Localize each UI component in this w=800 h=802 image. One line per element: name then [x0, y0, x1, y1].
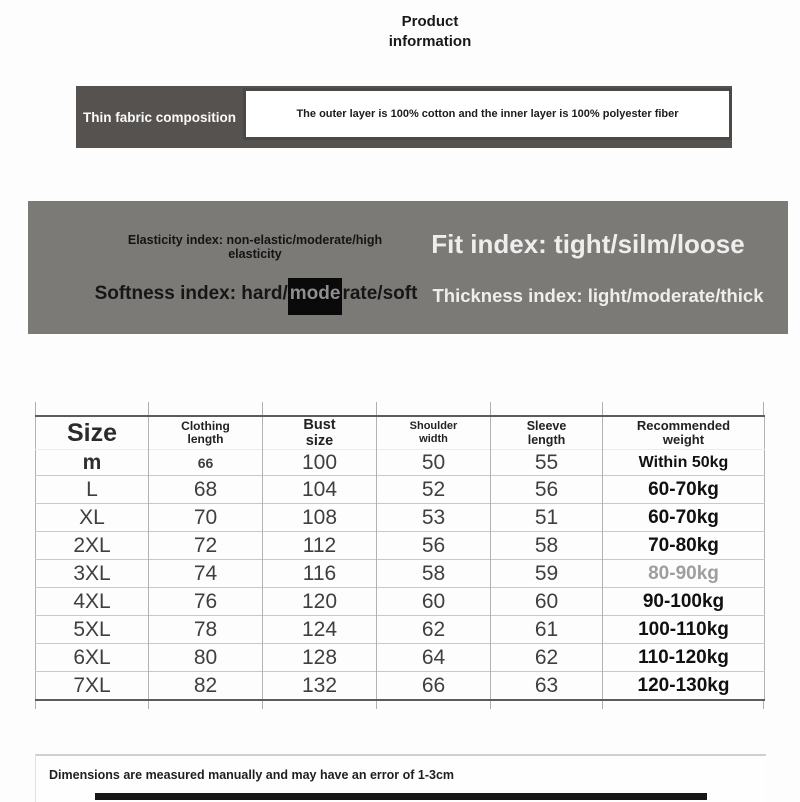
table-row: [36, 672, 765, 701]
cell-sleeve: 61: [491, 616, 603, 644]
cell-shoulder: 66: [377, 672, 491, 701]
cell-clothing-length: 80: [149, 644, 263, 672]
header-sleeve-length: Sleeve length: [491, 416, 603, 450]
softness-part3: rate/soft: [342, 283, 418, 304]
index-panel: [28, 201, 788, 334]
table-grid-stub: [376, 701, 377, 709]
table-grid-stub: [490, 402, 491, 415]
cell-size: 5XL: [36, 616, 149, 644]
table-row: [36, 504, 765, 532]
table-grid-stub: [35, 402, 36, 415]
cell-shoulder: 50: [377, 450, 491, 476]
cell-weight: 60-70kg: [603, 476, 765, 504]
bottom-black-banner: [95, 793, 707, 800]
header-recommended-weight: Recommended weight: [603, 416, 765, 450]
fabric-composition-value-box: [243, 88, 732, 140]
header-shoulder-width: Shoulder width: [377, 416, 491, 450]
cell-weight: Within 50kg: [603, 450, 765, 476]
cell-shoulder: 60: [377, 588, 491, 616]
elasticity-index-text: Elasticity index: non-elastic/moderate/high elasticity: [127, 233, 383, 261]
cell-bust: 124: [263, 616, 377, 644]
cell-clothing-length: 76: [149, 588, 263, 616]
cell-shoulder: 64: [377, 644, 491, 672]
cell-shoulder: 62: [377, 616, 491, 644]
cell-sleeve: 58: [491, 532, 603, 560]
size-table-section: [35, 415, 764, 701]
cell-bust: 112: [263, 532, 377, 560]
softness-part1: Softness index: hard/: [94, 283, 288, 304]
page-title-line1: Product: [401, 13, 459, 30]
softness-censored-patch: mode: [288, 278, 343, 315]
header-clothing-length: Clothing length: [149, 416, 263, 450]
table-row: [36, 560, 765, 588]
cell-clothing-length: 78: [149, 616, 263, 644]
softness-index-text: [88, 283, 424, 305]
cell-clothing-length: 68: [149, 476, 263, 504]
size-table-header-row: [36, 416, 765, 450]
table-row: [36, 476, 765, 504]
cell-size: L: [36, 476, 149, 504]
cell-clothing-length: 74: [149, 560, 263, 588]
cell-size: m: [36, 450, 149, 476]
cell-size: 3XL: [36, 560, 149, 588]
cell-weight: 110-120kg: [603, 644, 765, 672]
table-grid-stub: [262, 402, 263, 415]
table-grid-stub: [376, 402, 377, 415]
cell-size: XL: [36, 504, 149, 532]
cell-bust: 120: [263, 588, 377, 616]
page-title: [340, 12, 520, 52]
cell-bust: 104: [263, 476, 377, 504]
header-bust-size: Bust size: [263, 416, 377, 450]
table-grid-stub: [763, 701, 764, 709]
cell-size: 4XL: [36, 588, 149, 616]
cell-sleeve: 51: [491, 504, 603, 532]
cell-sleeve: 55: [491, 450, 603, 476]
fit-index-text: Fit index: tight/silm/loose: [431, 229, 745, 259]
dimensions-note: Dimensions are measured manually and may have an error of 1-3cm: [49, 768, 455, 782]
cell-bust: 108: [263, 504, 377, 532]
fabric-composition-bar: [76, 86, 732, 148]
cell-size: 6XL: [36, 644, 149, 672]
thickness-index-text: Thickness index: light/moderate/thick: [432, 285, 764, 306]
size-table: [35, 415, 765, 701]
cell-clothing-length: 72: [149, 532, 263, 560]
cell-bust: 100: [263, 450, 377, 476]
header-size: Size: [66, 418, 118, 447]
table-grid-stub: [490, 701, 491, 709]
cell-sleeve: 59: [491, 560, 603, 588]
cell-shoulder: 58: [377, 560, 491, 588]
cell-weight: 100-110kg: [603, 616, 765, 644]
page-title-line2: information: [388, 33, 472, 50]
cell-sleeve: 62: [491, 644, 603, 672]
cell-bust: 128: [263, 644, 377, 672]
cell-size: 2XL: [36, 532, 149, 560]
cell-clothing-length: 82: [149, 672, 263, 701]
cell-bust: 132: [263, 672, 377, 701]
table-grid-stub: [763, 402, 764, 415]
cell-shoulder: 52: [377, 476, 491, 504]
cell-sleeve: 60: [491, 588, 603, 616]
cell-clothing-length: 66: [149, 450, 263, 476]
cell-shoulder: 53: [377, 504, 491, 532]
cell-weight: 80-90kg: [603, 560, 765, 588]
fabric-composition-label: Thin fabric composition: [82, 109, 236, 125]
cell-shoulder: 56: [377, 532, 491, 560]
table-row: [36, 450, 765, 476]
cell-sleeve: 56: [491, 476, 603, 504]
table-grid-stub: [262, 701, 263, 709]
cell-weight: 90-100kg: [603, 588, 765, 616]
cell-size: 7XL: [36, 672, 149, 701]
table-grid-stub: [148, 701, 149, 709]
table-row: [36, 644, 765, 672]
cell-clothing-length: 70: [149, 504, 263, 532]
cell-bust: 116: [263, 560, 377, 588]
table-row: [36, 532, 765, 560]
table-grid-stub: [148, 402, 149, 415]
fabric-composition-value: The outer layer is 100% cotton and the inner layer is 100% polyester fiber: [296, 108, 679, 120]
cell-weight: 120-130kg: [603, 672, 765, 701]
cell-weight: 60-70kg: [603, 504, 765, 532]
table-row: [36, 588, 765, 616]
cell-weight: 70-80kg: [603, 532, 765, 560]
table-grid-stub: [602, 701, 603, 709]
table-row: [36, 616, 765, 644]
cell-sleeve: 63: [491, 672, 603, 701]
table-grid-stub: [35, 701, 36, 709]
table-grid-stub: [602, 402, 603, 415]
